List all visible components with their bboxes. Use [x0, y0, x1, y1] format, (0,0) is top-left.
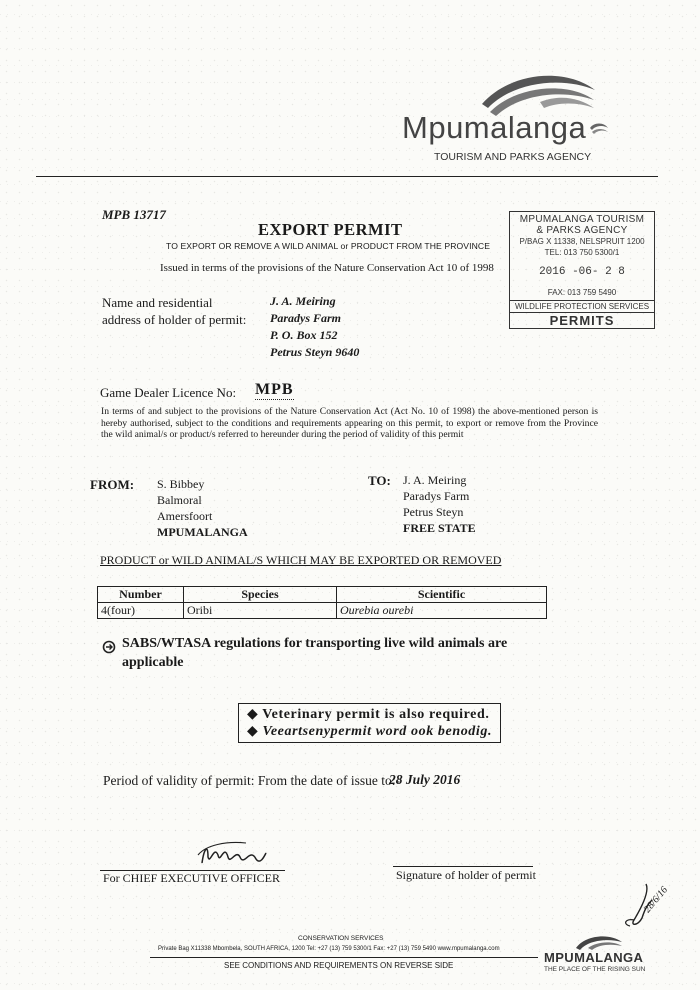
holder-address — [270, 293, 359, 361]
footer-brand: MPUMALANGA — [544, 950, 644, 965]
holder-signature-line — [393, 866, 533, 867]
to-province: FREE STATE — [403, 521, 476, 535]
holder-name: J. A. Meiring — [270, 294, 336, 308]
footer-reverse-note: SEE CONDITIONS AND REQUIREMENTS ON REVERSE SIDE — [224, 961, 454, 970]
header-divider — [36, 176, 658, 177]
to-farm: Paradys Farm — [403, 489, 470, 503]
from-address — [157, 476, 248, 540]
validity-label: Period of validity of permit: From the date of issue to:- — [103, 773, 400, 788]
stamp-fax: FAX: 013 759 5490 — [547, 288, 617, 297]
arrow-bullet-icon — [102, 640, 116, 654]
holder-label-line2: address of holder of permit: — [102, 312, 247, 327]
veterinary-notice — [238, 703, 501, 743]
holder-box: P. O. Box 152 — [270, 328, 338, 342]
holder-signature-caption: Signature of holder of permit — [396, 868, 536, 882]
table-header-row — [98, 587, 547, 603]
stamp-permits: PERMITS — [549, 313, 615, 328]
regulations-line2: applicable — [122, 655, 184, 670]
from-town: Amersfoort — [157, 509, 213, 523]
cell-number: 4(four) — [98, 603, 184, 619]
to-label: TO: — [368, 473, 391, 488]
stamp-address: P/BAG X 11338, NELSPRUIT 1200 — [519, 237, 645, 246]
from-province: MPUMALANGA — [157, 525, 248, 539]
regulations-line1: SABS/WTASA regulations for transporting live wild animals are — [122, 636, 508, 651]
terms-paragraph: In terms of and subject to the provisions of the Nature Conservation Act (Act No. 10 of 1998) the above-mentioned person is hereby authorised, subject to the conditions and requirements appearing on this permit, to export or remove from the Province the wild animal/s or product/s referred to hereunder during the period of validity of this permit — [101, 406, 598, 440]
holder-label-line1: Name and residential — [102, 295, 213, 310]
diamond-bullet-icon: ◆ — [247, 707, 263, 722]
stamp-department: WILDLIFE PROTECTION SERVICES — [514, 302, 650, 311]
footer-contact: Private Bag X11338 Mbombela, SOUTH AFRICA, 1200 Tel: +27 (13) 759 5300/1 Fax: +27 (13) 759 5490 www.mpumalanga.com — [158, 946, 500, 952]
diamond-bullet-icon: ◆ — [247, 724, 263, 739]
column-scientific: Scientific — [337, 587, 547, 603]
handwritten-date: 28/6/16 — [642, 884, 671, 916]
cell-species: Oribi — [184, 603, 337, 619]
validity-date: 28 July 2016 — [389, 772, 461, 787]
issued-under-act: Issued in terms of the provisions of the Nature Conservation Act 10 of 1998 — [160, 262, 494, 274]
table-row — [98, 603, 547, 619]
agency-name: TOURISM AND PARKS AGENCY — [434, 151, 592, 163]
to-address — [403, 472, 476, 536]
footer-service: CONSERVATION SERVICES — [298, 935, 384, 942]
footer-slogan: THE PLACE OF THE RISING SUN — [544, 966, 646, 973]
document-subtitle: TO EXPORT OR REMOVE A WILD ANIMAL or PRODUCT FROM THE PROVINCE — [166, 241, 491, 251]
footer-divider — [150, 957, 538, 958]
from-label: FROM: — [90, 477, 135, 492]
licence-number: MPB — [255, 381, 294, 398]
column-number: Number — [98, 587, 184, 603]
from-farm: Balmoral — [157, 493, 202, 507]
permit-reference: MPB 13717 — [102, 207, 166, 222]
product-table — [97, 586, 547, 619]
footer-logo-swoosh-icon — [574, 932, 624, 950]
stamp-agency-line1: MPUMALANGA TOURISM — [519, 214, 645, 225]
to-town: Petrus Steyn — [403, 505, 464, 519]
officer-caption: For CHIEF EXECUTIVE OFFICER — [103, 871, 281, 885]
to-name: J. A. Meiring — [403, 473, 467, 487]
stamp-telephone: TEL: 013 750 5300/1 — [544, 248, 620, 257]
licence-label: Game Dealer Licence No: — [100, 385, 237, 400]
logo-wordmark: Mpumalanga — [402, 110, 587, 145]
officer-signature-icon — [196, 835, 268, 871]
logo-swirl-icon — [588, 120, 610, 136]
product-heading: PRODUCT or WILD ANIMAL/S WHICH MAY BE EXPORTED OR REMOVED — [100, 553, 502, 567]
agency-stamp — [509, 211, 655, 329]
stamp-agency-line2: & PARKS AGENCY — [536, 225, 628, 236]
stamp-date: 2016 -06- 2 8 — [539, 266, 625, 278]
document-title: EXPORT PERMIT — [258, 220, 403, 239]
notice-afrikaans: ◆ Veeartsenypermit word ook benodig. — [247, 724, 493, 739]
column-species: Species — [184, 587, 337, 603]
holder-farm: Paradys Farm — [270, 311, 342, 325]
notice-english: ◆ Veterinary permit is also required. — [247, 707, 490, 722]
holder-town: Petrus Steyn 9640 — [270, 345, 360, 359]
cell-scientific: Ourebia ourebi — [337, 603, 547, 619]
from-name: S. Bibbey — [157, 477, 205, 491]
